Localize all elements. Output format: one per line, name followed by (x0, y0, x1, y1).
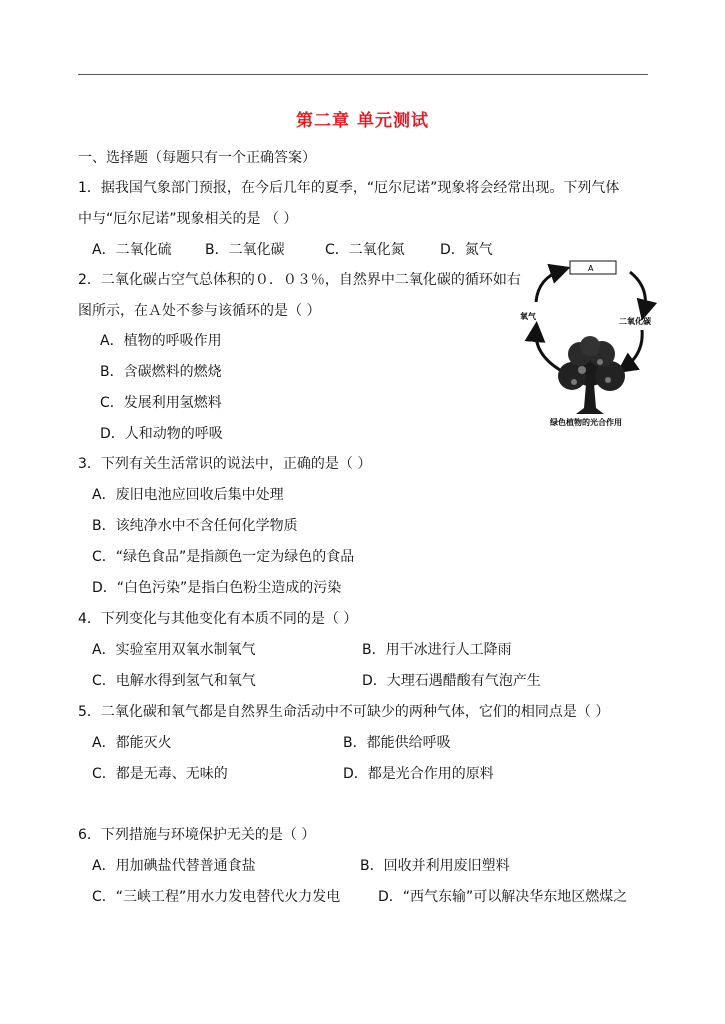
question-3-option-c: C．“绿色食品”是指颜色一定为绿色的食品 (92, 549, 355, 565)
question-5-stem: 5．二氧化碳和氧气都是自然界生命活动中不可缺少的两种气体，它们的相同点是（ ） (78, 704, 610, 720)
co2-label: 二氧化碳 (619, 317, 651, 326)
question-2-option-b: B．含碳燃料的燃烧 (100, 364, 222, 380)
carbon-cycle-diagram (520, 258, 662, 430)
question-2-stem-cont: 图所示，在Ａ处不参与该循环的是（ ） (78, 303, 321, 319)
question-3-option-a: A．废旧电池应回收后集中处理 (92, 487, 284, 503)
question-4-stem: 4．下列变化与其他变化有本质不同的是（ ） (78, 611, 358, 627)
arrow-to-tree (624, 330, 642, 368)
box-a-label: A (588, 264, 594, 273)
page-title: 第二章 单元测试 (296, 111, 429, 131)
question-1-stem: 1．据我国气象部门预报，在今后几年的夏季，“厄尔尼诺”现象将会经常出现。下列气体 (78, 180, 620, 196)
oxygen-label: 氧气 (520, 312, 536, 321)
question-1-option-d: D．氮气 (440, 242, 493, 258)
question-6-stem: 6．下列措施与环境保护无关的是（ ） (78, 827, 316, 843)
question-2-option-d: D．人和动物的呼吸 (100, 426, 223, 442)
question-4-option-c: C．电解水得到氢气和氧气 (92, 673, 256, 689)
section-heading: 一、选择题（每题只有一个正确答案） (78, 150, 316, 166)
question-6-option-b: B．回收并利用废旧塑料 (360, 858, 510, 874)
question-5-option-c: C．都是无毒、无味的 (92, 766, 228, 782)
question-5-option-b: B．都能供给呼吸 (343, 735, 451, 751)
question-6-option-c: C．“三峡工程”用水力发电替代火力发电 (92, 889, 341, 905)
question-4-option-d: D．大理石遇醋酸有气泡产生 (362, 673, 541, 689)
photosynthesis-label: 绿色植物的光合作用 (550, 418, 622, 427)
question-2-stem: 2．二氧化碳占空气总体积的０．０３％，自然界中二氧化碳的循环如右 (78, 272, 521, 288)
tree-icon (558, 336, 625, 414)
arrow-to-a (536, 270, 562, 302)
question-3-stem: 3．下列有关生活常识的说法中，正确的是（ ） (78, 456, 372, 472)
arrow-left-up (536, 330, 560, 370)
question-1-stem-cont: 中与“厄尔尼诺”现象相关的是 （ ） (78, 211, 298, 227)
question-6-option-a: A．用加碘盐代替普通食盐 (92, 858, 256, 874)
question-1-option-b: B．二氧化碳 (205, 242, 285, 258)
question-2-option-a: A．植物的呼吸作用 (100, 333, 222, 349)
question-1-option-a: A．二氧化硫 (92, 242, 172, 258)
question-5-option-a: A．都能灭火 (92, 735, 172, 751)
question-3-option-d: D．“白色污染”是指白色粉尘造成的污染 (92, 580, 342, 596)
question-3-option-b: B．该纯净水中不含任何化学物质 (92, 518, 298, 534)
arrow-right-down (630, 272, 645, 312)
question-4-option-b: B．用干冰进行人工降雨 (362, 642, 512, 658)
question-4-option-a: A．实验室用双氧水制氧气 (92, 642, 256, 658)
header-rule (78, 74, 648, 75)
question-5-option-d: D．都是光合作用的原料 (343, 766, 494, 782)
question-1-option-c: C．二氧化氮 (325, 242, 405, 258)
question-2-option-c: C．发展利用氢燃料 (100, 395, 222, 411)
question-6-option-d: D．“西气东输”可以解决华东地区燃煤之 (378, 889, 628, 905)
carbon-cycle-figure (520, 258, 662, 430)
